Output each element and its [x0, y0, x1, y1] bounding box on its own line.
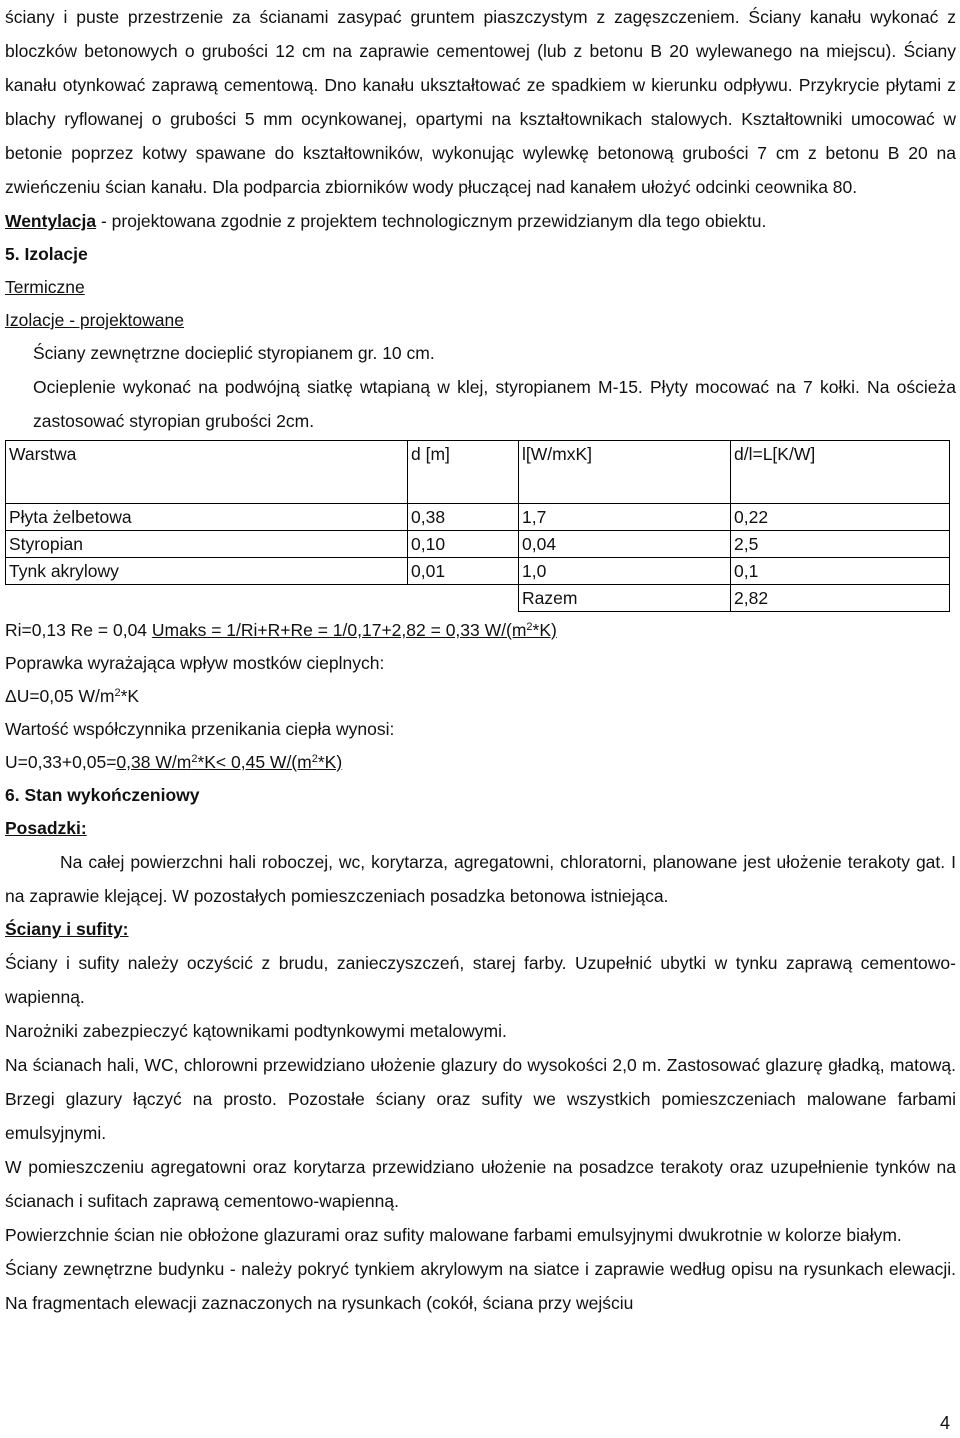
cell-resistance: 2,5 [731, 531, 950, 558]
walls-paragraph-5: Powierzchnie ścian nie obłożone glazurami oraz sufity malowane farbami emulsyjnymi dwukrotnie w kolorze białym. [5, 1225, 902, 1245]
ventilation-label: Wentylacja [5, 211, 97, 231]
calc-line-result [5, 746, 956, 779]
subheading-thermal: Termiczne [5, 277, 85, 297]
section-5-title: 5. Izolacje [5, 244, 88, 264]
result-value-text: 0,38 W/m [116, 752, 192, 772]
walls-paragraph-1: Ściany i sufity należy oczyścić z brudu, zanieczyszczeń, starej farby. Uzupełnić ubytki w tynku zaprawą cementowo- wapienną. [5, 953, 956, 1007]
cell-conductivity: 1,0 [519, 558, 731, 585]
header-resistance: d/l=L[K/W] [731, 441, 950, 504]
walls-paragraph-3: Na ścianach hali, WC, chlorowni przewidziano ułożenie glazury do wysokości 2,0 m. Zastosować glazurę gładką, matową. Brzegi glazury łączyć na prosto. Pozostałe ściany oraz sufity we wszystkich pomieszczeniach malowane farbami emulsyjnymi. [5, 1055, 956, 1143]
thermal-layers-table [5, 440, 950, 612]
calc-umax-text: Umaks = 1/Ri+R+Re = 1/0,17+2,82 = 0,33 W/(m [151, 620, 527, 640]
calc-umax [152, 620, 557, 640]
insulation-paragraph: Ocieplenie wykonać na podwójną siatkę wtapianą w klej, styropianem M-15. Płyty mocować na 7 kołki. Na ościeża zastosować styropian grubości 2cm. [33, 377, 956, 431]
table-row [6, 531, 950, 558]
calc-line-umax [5, 614, 956, 647]
cell-thickness: 0,38 [408, 504, 519, 531]
result-limit-unit: *K) [317, 752, 343, 772]
document-page [5, 0, 956, 1320]
floors-paragraph: Na całej powierzchni hali roboczej, wc, korytarza, agregatowni, chloratorni, planowane jest ułożenie terakoty gat. I na zaprawie klejącej. W pozostałych pomieszczeniach posadzka betonowa istniejąca. [5, 852, 956, 906]
insulation-walls-line: Ściany zewnętrzne docieplić styropianem gr. 10 cm. [33, 343, 435, 363]
cell-conductivity: 0,04 [519, 531, 731, 558]
delta-u-unit: *K [120, 686, 140, 706]
result-value [116, 752, 342, 772]
table-header-row [6, 441, 950, 504]
delta-u-sup: 2 [114, 687, 121, 699]
cell-thickness: 0,01 [408, 558, 519, 585]
paragraph-canal: ściany i puste przestrzenie za ścianami zasypać gruntem piaszczystym z zagęszczeniem. Ściany kanału wykonać z bloczków betonowych o grubości 12 cm na zaprawie cementowej (lub z betonu B 20 wylewanego na miejscu). Ściany kanału otynkować zaprawą cementową. Dno kanału ukształtować ze spadkiem w kierunku odpływu. Przykrycie płytami z blachy ryflowanej o grubości 5 mm ocynkowanej, opartymi na kształtownikach stalowych. Kształtowniki umocować w betonie poprzez kotwy spawane do kształtowników, wykonując wylewkę betonową grubości 7 cm z betonu B 20 na zwieńczeniu ścian kanału. Dla podparcia zbiorników wody płuczącej nad kanałem ułożyć odcinki ceownika 80. [5, 7, 956, 197]
header-thickness: d [m] [408, 441, 519, 504]
calc-line-bridges: Poprawka wyrażająca wpływ mostków cieplnych: [5, 653, 385, 673]
ventilation-text: - projektowana zgodnie z projektem technologicznym przewidzianym dla tego obiektu. [96, 211, 767, 231]
cell-layer: Płyta żelbetowa [6, 504, 408, 531]
paragraph-ventilation [5, 204, 956, 238]
table-total-row [6, 585, 950, 612]
subheading-insulation-design: Izolacje - projektowane [5, 310, 184, 330]
calc-umax-sup: 2 [526, 621, 533, 633]
header-conductivity: l[W/mxK] [519, 441, 731, 504]
cell-layer: Styropian [6, 531, 408, 558]
calc-line-delta-u [5, 680, 956, 713]
subheading-floors: Posadzki: [5, 818, 87, 838]
walls-paragraph-2: Narożniki zabezpieczyć kątownikami podtynkowymi metalowymi. [5, 1021, 507, 1041]
cell-total-label: Razem [519, 585, 731, 612]
cell-thickness: 0,10 [408, 531, 519, 558]
table-row [6, 504, 950, 531]
result-sup-2: 2 [311, 753, 318, 765]
cell-resistance: 0,22 [731, 504, 950, 531]
result-sum: U=0,33+0,05= [5, 752, 117, 772]
section-6-title: 6. Stan wykończeniowy [5, 785, 200, 805]
cell-total-value: 2,82 [731, 585, 950, 612]
cell-layer: Tynk akrylowy [6, 558, 408, 585]
calc-ri-re: Ri=0,13 Re = 0,04 [5, 620, 152, 640]
calc-umax-unit: *K) [532, 620, 557, 640]
walls-paragraph-6: Ściany zewnętrzne budynku - należy pokryć tynkiem akrylowym na siatce i zaprawie według opisu na rysunkach elewacji. Na fragmentach elewacji zaznaczonych na rysunkach (cokół, ściana przy wejściu [5, 1259, 956, 1313]
cell-resistance: 0,1 [731, 558, 950, 585]
cell-conductivity: 1,7 [519, 504, 731, 531]
subheading-walls-ceilings: Ściany i sufity: [5, 919, 129, 939]
result-sup-1: 2 [191, 753, 198, 765]
delta-u-text: ΔU=0,05 W/m [5, 686, 115, 706]
calc-line-coefficient: Wartość współczynnika przenikania ciepła wynosi: [5, 719, 395, 739]
header-layer: Warstwa [6, 441, 408, 504]
table-row [6, 558, 950, 585]
page-number: 4 [939, 1413, 950, 1433]
walls-paragraph-4: W pomieszczeniu agregatowni oraz korytarza przewidziano ułożenie na posadzce terakoty oraz uzupełnienie tynków na ścianach i sufitach zaprawą cementowo-wapienną. [5, 1157, 956, 1211]
result-limit-text: *K< 0,45 W/(m [197, 752, 312, 772]
